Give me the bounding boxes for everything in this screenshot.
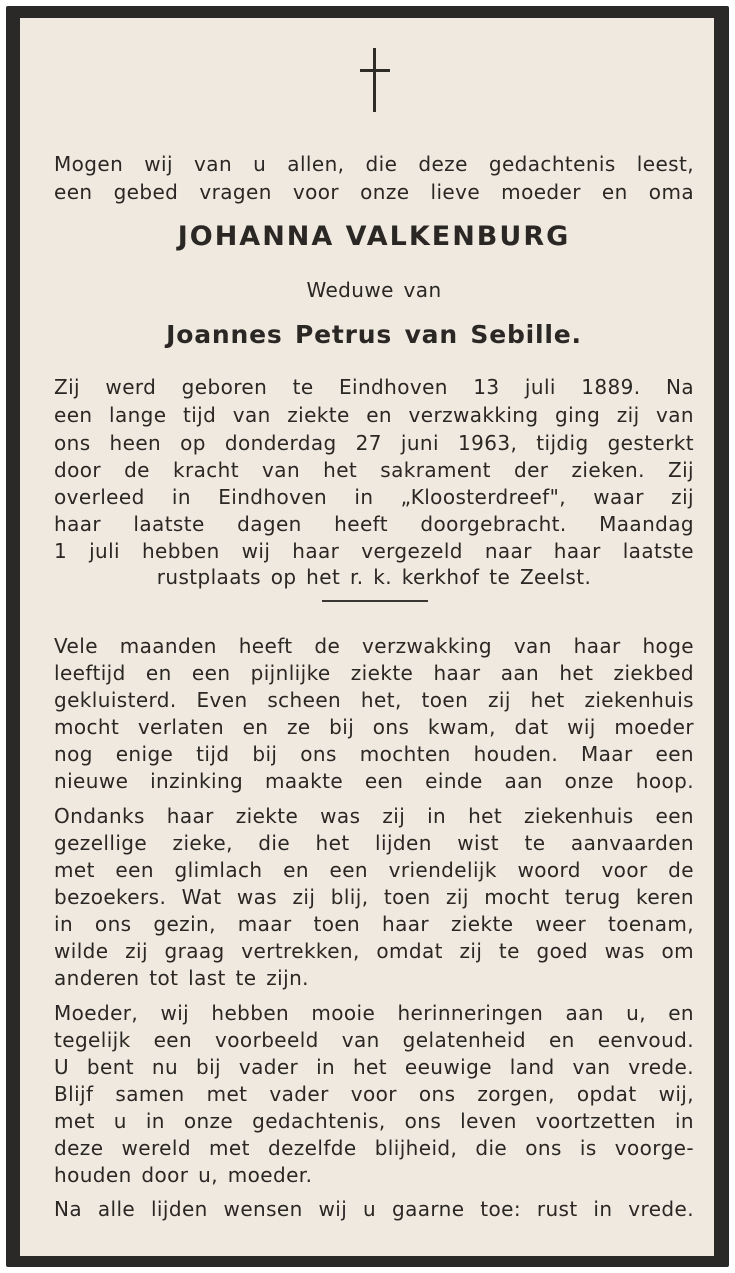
paragraph-line: in ons gezin, maar toen haar ziekte weer toenam, — [54, 912, 694, 936]
paragraph-line: U bent nu bij vader in het eeuwige land van vrede. — [54, 1055, 694, 1079]
paragraph-line: deze wereld met dezelfde blijheid, die ons is voorge- — [54, 1136, 694, 1160]
paragraph-line: Vele maanden heeft de verzwakking van haar hoge — [54, 634, 694, 658]
paragraph-line: met u in onze gedachtenis, ons leven voortzetten in — [54, 1109, 694, 1133]
deceased-name: JOHANNA VALKENBURG — [177, 221, 571, 252]
paragraph-line: gezellige zieke, die het lijden wist te aanvaarden — [54, 831, 694, 855]
paragraph-line: leeftijd en een pijnlijke ziekte haar aan het ziekbed — [54, 661, 694, 685]
paragraph-line: Blijf samen met vader voor ons zorgen, opdat wij, — [54, 1082, 694, 1106]
paragraph-line: met een glimlach en een vriendelijk woord voor de — [54, 858, 694, 882]
biography-line: rustplaats op het r. k. kerkhof te Zeelst. — [156, 565, 592, 589]
intro-line: Mogen wij van u allen, die deze gedachtenis leest, — [54, 152, 694, 176]
biography-line: een lange tijd van ziekte en verzwakking ging zij van — [54, 403, 694, 427]
paragraph-line: tegelijk een voorbeeld van gelatenheid en eenvoud. — [54, 1028, 694, 1052]
section-divider — [322, 600, 428, 602]
biography-line: overleed in Eindhoven in „Kloosterdreef", waar zij — [54, 485, 694, 509]
biography-line: door de kracht van het sakrament der zieken. Zij — [54, 458, 694, 482]
biography-line: Zij werd geboren te Eindhoven 13 juli 1889. Na — [54, 375, 694, 399]
biography-line: haar laatste dagen heeft doorgebracht. Maandag — [54, 512, 694, 536]
closing-line: Na alle lijden wensen wij u gaarne toe: rust in vrede. — [54, 1197, 694, 1221]
widow-of-label: Weduwe van — [306, 278, 442, 302]
paragraph-line: gekluisterd. Even scheen het, toen zij het ziekenhuis — [54, 688, 694, 712]
paragraph-line: nieuwe inzinking maakte een einde aan onze hoop. — [54, 769, 694, 793]
paragraph-line: bezoekers. Wat was zij blij, toen zij mocht terug keren — [54, 885, 694, 909]
intro-line: een gebed vragen voor onze lieve moeder en oma — [54, 180, 694, 204]
paragraph-line: mocht verlaten en ze bij ons kwam, dat wij moeder — [54, 715, 694, 739]
paragraph-line: anderen tot last te zijn. — [54, 966, 309, 990]
paragraph-line: wilde zij graag vertrekken, omdat zij te goed was om — [54, 939, 694, 963]
biography-line: 1 juli hebben wij haar vergezeld naar haar laatste — [54, 539, 694, 563]
husband-name: Joannes Petrus van Sebille. — [166, 320, 582, 349]
paragraph-line: houden door u, moeder. — [54, 1163, 313, 1187]
paragraph-line: Moeder, wij hebben mooie herinneringen aan u, en — [54, 1001, 694, 1025]
paragraph-line: Ondanks haar ziekte was zij in het ziekenhuis een — [54, 804, 694, 828]
paragraph-line: nog enige tijd bij ons mochten houden. Maar een — [54, 742, 694, 766]
cross-icon — [360, 48, 390, 112]
biography-line: ons heen op donderdag 27 juni 1963, tijdig gesterkt — [54, 431, 694, 455]
